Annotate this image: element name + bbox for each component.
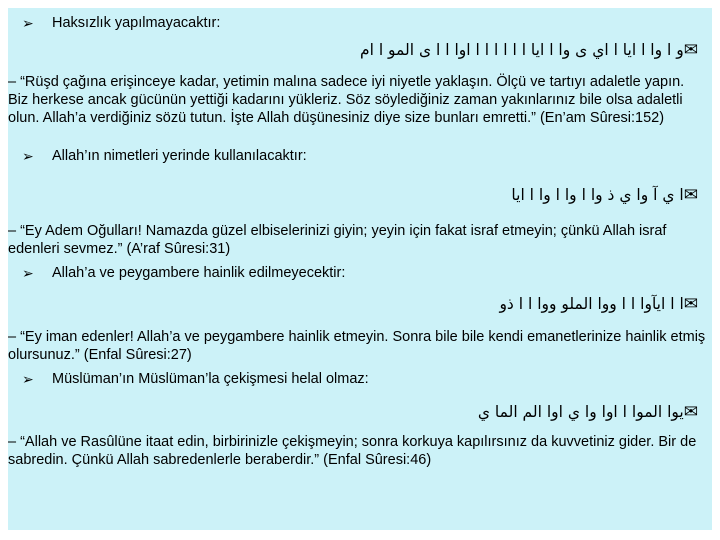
section-2-heading xyxy=(22,147,702,165)
section-4-verse xyxy=(478,402,698,422)
verse-text: ا ي آ وا ي ذ وا ا وا ا وا ا ايا xyxy=(511,186,684,204)
heading-text: Müslüman’ın Müslüman’la çekişmesi helal olmaz: xyxy=(52,371,369,387)
heading-text: Allah’ın nimetleri yerinde kullanılacaktır: xyxy=(52,148,307,164)
verse-mark-icon: ✉ xyxy=(683,294,698,314)
arrow-bullet-icon: ➢ xyxy=(22,15,34,31)
verse-text: و ا وا ا ايا ا اي ى وا ا ايا ا ا ا ا ا ا اوا ا ا ى المو ا ام xyxy=(359,41,684,59)
section-1-translation: – “Rüşd çağına erişinceye kadar, yetimin malına sadece iyi niyetle yaklaşın. Ölçü ve tartıyı adaletle yapın. Biz herkese ancak gücünün yettiği kadarını yükleriz. Söz söylediğiniz zaman yakınlarınız bile olsa adaletli olun. Allah’a verdiğiniz sözü tutun. İşte Allah düşünesiniz diye size bunları emretti.” (En’am Sûresi:152) xyxy=(8,74,685,126)
arrow-bullet-icon: ➢ xyxy=(22,265,34,281)
verse-text: ا ا ايآوا ا ا ووا الملو ووا ا ا ذو xyxy=(499,295,684,313)
verse-mark-icon: ✉ xyxy=(683,402,698,422)
arrow-bullet-icon: ➢ xyxy=(22,148,34,164)
heading-text: Allah’a ve peygambere hainlik edilmeyecektir: xyxy=(52,265,346,281)
verse-text: يوا الموا ا اوا وا ي اوا الم الما ي xyxy=(477,403,684,421)
section-1-verse xyxy=(360,40,698,60)
section-2-translation: – “Ey Adem Oğulları! Namazda güzel elbiselerinizi giyin; yeyin için fakat israf etmeyin; çünkü Allah israf edenleri sevmez.” (A’raf Sûresi:31) xyxy=(8,223,667,257)
section-4-translation: – “Allah ve Rasûlüne itaat edin, birbirinizle çekişmeyin; sonra korkuya kapılırsınız da kuvvetiniz gider. Bir de sabredin. Çünkü Allah sabredenlerle beraberdir.” (Enfal Sûresi:46) xyxy=(8,434,697,468)
section-4-heading xyxy=(22,370,702,388)
heading-text: Haksızlık yapılmayacaktır: xyxy=(52,15,221,31)
slide xyxy=(8,8,712,530)
section-3-translation: – “Ey iman edenler! Allah’a ve peygambere hainlik etmeyin. Sonra bile bile kendi emanetlerinize hainlik etmiş olursunuz.” (Enfal Sûresi:27) xyxy=(8,329,706,363)
section-3-heading xyxy=(22,264,702,282)
section-2-verse xyxy=(511,185,698,205)
verse-mark-icon: ✉ xyxy=(683,40,698,60)
section-1-heading xyxy=(22,14,702,32)
section-3-verse xyxy=(499,294,698,314)
verse-mark-icon: ✉ xyxy=(683,185,698,205)
arrow-bullet-icon: ➢ xyxy=(22,371,34,387)
